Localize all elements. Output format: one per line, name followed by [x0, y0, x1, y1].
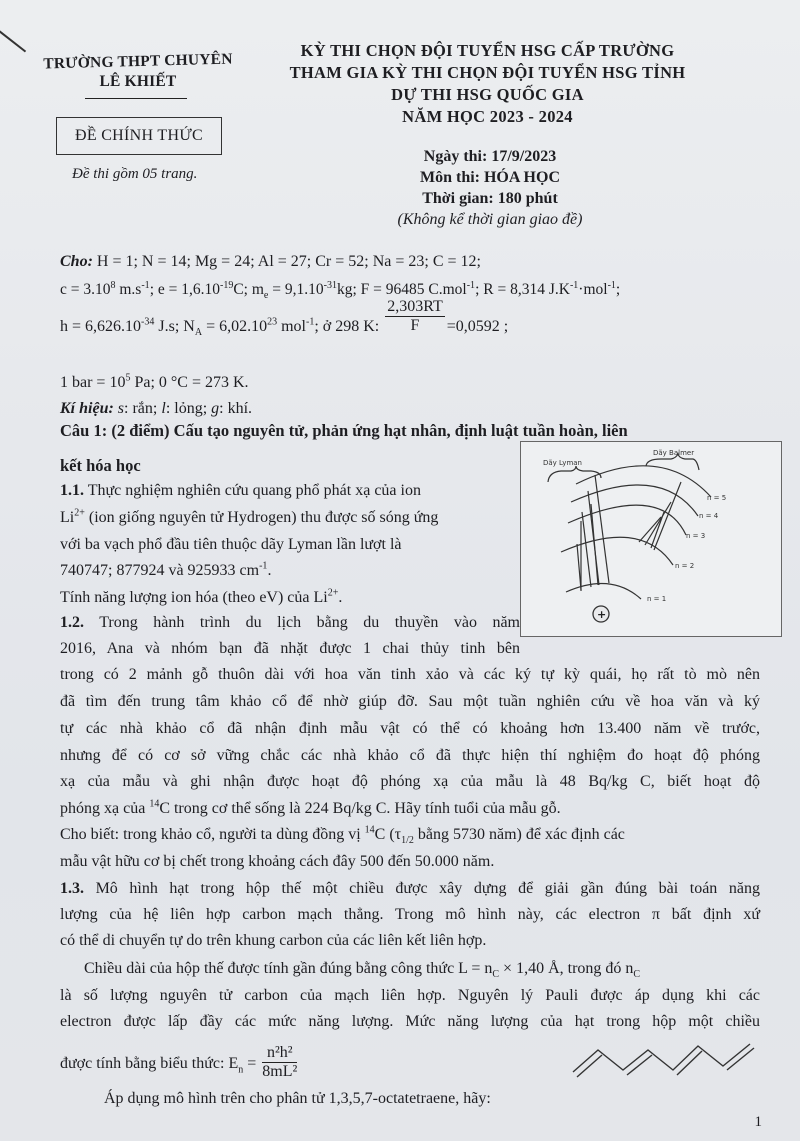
q13-label: 1.3.: [60, 880, 84, 897]
q11-line-4: [60, 562, 271, 580]
constants-line-1: [60, 253, 481, 271]
exam-title-line: DỰ THI HSG QUỐC GIA: [391, 85, 584, 104]
q13-line-7: [60, 1046, 299, 1083]
const-sup: -1: [466, 279, 476, 291]
fraction-numerator: n²h²: [262, 1044, 297, 1063]
q-text: =: [243, 1055, 261, 1073]
symbol-key: s: [117, 400, 125, 417]
q12-line-4: đã tìm đến trung tâm khảo cổ để nhờ giúp đỡ. Sau một tuần nghiên cứu về hoa văn và ký: [60, 693, 760, 710]
energy-levels-figure: [521, 442, 781, 636]
q11-label: 1.1.: [60, 482, 84, 499]
symbol-text: : khí.: [219, 400, 253, 417]
school-line-2: LÊ KHIẾT: [99, 73, 177, 90]
q12-line-8: [60, 800, 561, 818]
energy-fraction: [262, 1044, 297, 1081]
const-text: ; e = 1,6.10: [149, 281, 220, 298]
const-sub: A: [194, 327, 203, 339]
q-sub: C: [492, 969, 500, 981]
q12-line-1: [60, 614, 520, 632]
exam-info: [330, 146, 650, 230]
symbol-key: l: [161, 400, 166, 417]
const-sub: e: [263, 290, 269, 302]
exam-title-line: NĂM HỌC 2023 - 2024: [402, 107, 573, 126]
constants-label: Cho:: [60, 253, 93, 270]
symbol-key: g: [211, 400, 220, 417]
ion-charge: 2+: [327, 587, 339, 599]
const-text: ;: [615, 281, 621, 298]
exam-date: Ngày thi: 17/9/2023: [423, 148, 557, 165]
q-sup: -1: [259, 560, 268, 572]
q-sub: n: [238, 1064, 244, 1076]
q-text: Trong hành trình du lịch bằng du thuyền vào năm: [84, 614, 520, 631]
const-text: m.s: [115, 281, 142, 298]
q12-line-7: xạ của mẫu và ghi nhận được hoạt độ phóng xạ của mẫu là 48 Bq/kg C, biết hoạt độ: [60, 773, 760, 790]
symbol-text: : lỏng;: [165, 400, 212, 417]
q-sub: C: [633, 969, 641, 981]
q-text: Tính năng lượng ion hóa (theo eV) của Li: [60, 589, 328, 606]
const-sup: -1: [569, 279, 579, 291]
exam-subject: Môn thi: HÓA HỌC: [419, 169, 560, 186]
const-sup: 23: [267, 316, 278, 328]
exam-title-line: THAM GIA KỲ THI CHỌN ĐỘI TUYỂN HSG TỈNH: [289, 63, 686, 82]
question-1-title: Câu 1: (2 điểm) Cấu tạo nguyên tử, phản ứng hạt nhân, định luật tuần hoàn, liên: [60, 421, 628, 440]
q-text: C (τ: [374, 826, 402, 843]
const-text: c = 3.10: [60, 281, 111, 298]
wavenumbers: 740747; 877924 và 925933 cm: [60, 562, 260, 579]
lyman-label: Dãy Lyman: [543, 459, 582, 467]
hydrogen-spectrum-diagram: [520, 441, 782, 637]
q-text: Li: [60, 509, 75, 526]
octatetraene-structure-icon: [565, 1030, 775, 1090]
const-text: =0,0592 ;: [446, 318, 509, 335]
fraction-denominator: 8mL²: [262, 1063, 298, 1080]
const-text: h = 6,626.10: [60, 318, 142, 335]
exam-duration-note: (Không kể thời gian giao đề): [397, 211, 583, 228]
q12-line-3: trong có 2 mảnh gỗ thuôn dài với hoa văn tinh xảo và các ký tự kỳ quái, họ rất tò mò nên: [60, 666, 760, 683]
const-text: ; ở 298 K:: [314, 318, 380, 335]
school-name: [28, 52, 248, 92]
constants-line-3: [60, 297, 509, 339]
const-text: Pa; 0 °C = 273 K.: [130, 374, 249, 391]
constants-line-4: [60, 374, 249, 392]
isotope-mass: 14: [364, 824, 375, 836]
q-text: phóng xạ của: [60, 800, 150, 817]
ion-charge: 2+: [74, 507, 85, 519]
fraction-denominator: F: [410, 316, 420, 334]
official-label: ĐỀ CHÍNH THỨC: [74, 127, 204, 144]
exam-duration: Thời gian: 180 phút: [422, 190, 558, 207]
nucleus-plus: +: [597, 608, 607, 621]
symbol-text: : rắn;: [124, 400, 162, 417]
level-n5: n = 5: [707, 494, 727, 502]
q-text: C trong cơ thể sống là 224 Bq/kg C. Hãy tính tuổi của mẫu gỗ.: [159, 800, 561, 817]
half-life-sub: 1/2: [401, 835, 414, 847]
const-text: 1 bar = 10: [60, 374, 126, 391]
q-text: được tính bằng biểu thức: E: [60, 1055, 239, 1073]
q12-line-2: 2016, Ana và nhóm bạn đã nhặt được 1 chai thủy tinh bên: [60, 640, 520, 657]
const-text: = 6,02.10: [202, 318, 268, 335]
q12-line-10: mẫu vật hữu cơ bị chết trong khoảng cách đây 500 đến 50.000 năm.: [60, 853, 495, 870]
atomic-masses: H = 1; N = 14; Mg = 24; Al = 27; Cr = 52; Na = 23; C = 12;: [96, 253, 481, 270]
const-text: J.s; N: [154, 318, 195, 335]
exam-title-line: KỲ THI CHỌN ĐỘI TUYỂN HSG CẤP TRƯỜNG: [300, 41, 675, 60]
q-text: bằng 5730 năm) để xác định các: [413, 826, 625, 843]
q11-line-2: [60, 509, 438, 527]
q13-line-4: [84, 960, 641, 981]
level-n2: n = 2: [675, 562, 695, 570]
const-text: = 9,1.10: [268, 281, 324, 298]
symbols-label: Kí hiệu:: [60, 400, 114, 417]
symbols-line: [60, 400, 252, 418]
const-text: ; R = 8,314 J.K: [475, 281, 570, 298]
q-text: × 1,40 Å, trong đó n: [499, 960, 634, 977]
q12-line-5: tự các nhà khảo cổ đã nhận định mẫu vật có thể có khoảng hơn 13.400 năm về trước,: [60, 720, 760, 737]
q-text: Mô hình hạt trong hộp thế một chiều được xây dựng để giải gần đúng bài toán năng: [84, 880, 760, 897]
const-sup: -1: [305, 316, 315, 328]
q-text: Cho biết: trong khảo cổ, người ta dùng đồng vị: [60, 826, 365, 843]
pages-note: Đề thi gồm 05 trang.: [72, 166, 198, 182]
school-line-1: TRƯỜNG THPT CHUYÊN: [43, 50, 233, 73]
const-sup: -34: [141, 316, 155, 328]
isotope-mass: 14: [149, 798, 160, 810]
paper-fold-mark: [0, 26, 26, 52]
question-1-title-cont: kết hóa học: [60, 456, 141, 475]
official-exam-badge: [56, 117, 222, 155]
q11-line-5: [60, 589, 342, 607]
level-n1: n = 1: [647, 595, 667, 603]
q13-line-2: lượng của hệ liên hợp carbon mạch thẳng. Trong mô hình này, các electron π bất định xứ: [60, 906, 760, 923]
q12-line-6: nhưng để có cơ sở vững chắc các nhà khảo cổ đã thực hiện thí nghiệm đo hoạt độ phóng: [60, 747, 760, 764]
q13-line-8: Áp dụng mô hình trên cho phân tử 1,3,5,7-octatetraene, hãy:: [104, 1090, 491, 1107]
q-text: .: [338, 589, 343, 606]
q13-line-6: electron được lấp đầy các mức năng lượng. Mức năng lượng của hạt trong hộp một chiều: [60, 1013, 760, 1030]
q11-line-3: với ba vạch phổ đầu tiên thuộc dãy Lyman lần lượt là: [60, 536, 402, 553]
const-sup: -19: [220, 279, 234, 291]
q-text: (ion giống nguyên tử Hydrogen) thu được số sóng ứng: [84, 509, 439, 526]
q13-line-1: [60, 880, 760, 898]
const-text: C; m: [233, 281, 264, 298]
q13-line-5: là số lượng nguyên tử carbon của mạch liên hợp. Nguyên lý Pauli được áp dụng khi các: [60, 987, 760, 1004]
level-n3: n = 3: [686, 532, 706, 540]
q-text: Thực nghiệm nghiên cứu quang phổ phát xạ của ion: [84, 482, 421, 499]
fraction-numerator: 2,303RT: [387, 297, 443, 315]
school-underline: [85, 98, 187, 99]
const-text: kg; F = 96485 C.mol: [336, 281, 467, 298]
const-sup: 5: [125, 372, 131, 384]
balmer-label: Dãy Balmer: [653, 449, 695, 457]
const-sup: -1: [607, 279, 616, 291]
const-sup: 8: [110, 279, 116, 291]
const-text: mol: [277, 318, 306, 335]
page-number: 1: [754, 1114, 762, 1130]
q-text: Chiều dài của hộp thế được tính gần đúng bằng công thức L = n: [84, 960, 493, 977]
q11-line-1: [60, 482, 421, 500]
q12-label: 1.2.: [60, 614, 84, 631]
q-text: .: [267, 562, 272, 579]
nernst-fraction: [385, 298, 444, 335]
const-sup: -31: [323, 279, 337, 291]
const-sup: -1: [141, 279, 150, 291]
const-text: ·mol: [578, 281, 608, 298]
constants-line-2: [60, 279, 621, 302]
level-n4: n = 4: [699, 512, 719, 520]
q12-line-9: [60, 824, 625, 847]
q13-line-3: có thể di chuyển tự do trên khung carbon của các liên kết liên hợp.: [60, 932, 487, 949]
exam-title: [255, 40, 720, 128]
